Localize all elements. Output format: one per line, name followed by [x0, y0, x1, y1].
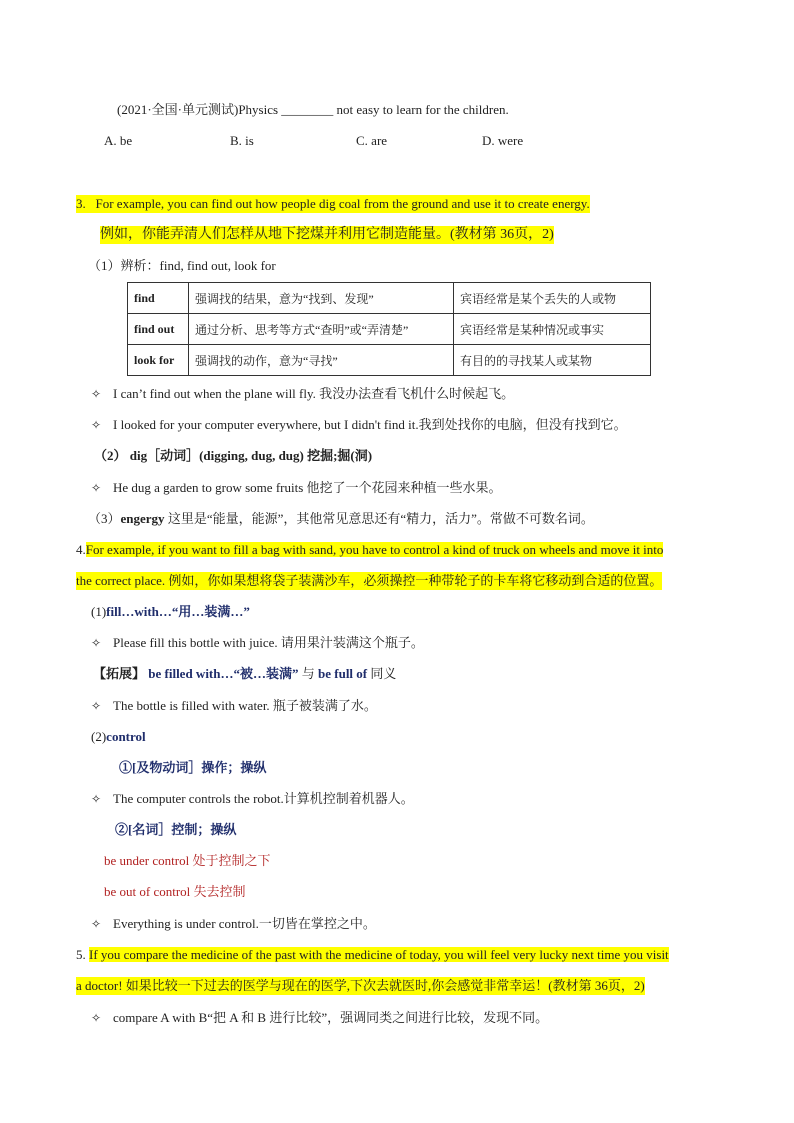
table-cell: 强调找的动作，意为“寻找” [189, 345, 454, 376]
question-stem-suffix: not easy to learn for the children. [333, 102, 509, 117]
item4-sentence-text: For example, if you want to fill a bag with sand, you have to control a kind of truck on wheels and move it into [85, 542, 664, 557]
question-stem-prefix: (2021·全国·单元测试)Physics [117, 102, 282, 117]
option-c: C. are [356, 133, 388, 148]
item4-sentence-line2: the correct place. 例如，你如果想将袋子装满沙车，必须操控一种带轮子的卡车将它移动到合适的位置。 [76, 573, 663, 588]
option-d: D. were [482, 133, 524, 148]
table-cell: find [128, 283, 189, 314]
item5-sentence-line1 [76, 946, 669, 964]
example-text: I can’t find out when the plane will fly. 我没办法查看飞机什么时候起飞。 [113, 386, 515, 401]
item3-example-2 [91, 416, 627, 434]
item4-example-3 [91, 790, 414, 808]
extension-connector: 与 [298, 666, 319, 681]
item4-example-4 [91, 915, 376, 933]
table-cell: 通过分析、思考等方式“查明”或“弄清楚” [189, 314, 454, 345]
example-text: Please fill this bottle with juice. 请用果汁装满这个瓶子。 [113, 635, 424, 650]
item4-control-heading [91, 728, 146, 746]
example-text: He dug a garden to grow some fruits 他挖了一个花园来种植一些水果。 [113, 480, 502, 495]
control-number: (2) [91, 729, 107, 744]
item4-number: 4. [76, 542, 86, 557]
item3-dig-title: （2） dig［动词］(digging, dug, dug) 挖掘;掘(洞) [94, 448, 373, 463]
item5-sentence-line2: a doctor! 如果比较一下过去的医学与现在的医学,下次去就医时,你会感觉非常幸运！(教材第 36页，2) [76, 978, 645, 993]
diamond-bullet-icon: ✧ [91, 636, 102, 650]
item5-number: 5. [76, 947, 86, 962]
table-cell: look for [128, 345, 189, 376]
control-phrase-1: be under control 处于控制之下 [104, 853, 271, 868]
item3-analysis-title: （1）辨析：find, find out, look for [88, 258, 276, 273]
item4-extension [93, 665, 396, 683]
comparison-table [127, 282, 651, 376]
extension-suffix: 同义 [367, 666, 397, 681]
diamond-bullet-icon: ✧ [91, 792, 102, 806]
item3-example-3 [91, 479, 502, 497]
energy-description: 这里是“能量，能源”，其他常见意思还有“精力，活力”。常做不可数名词。 [164, 511, 594, 526]
diamond-bullet-icon: ✧ [91, 481, 102, 495]
diamond-bullet-icon: ✧ [91, 418, 102, 432]
item4-example-2 [91, 697, 377, 715]
extension-phrase: be filled with…“被…装满” [145, 666, 299, 681]
item3-sentence [76, 195, 590, 213]
extension-label: 【拓展】 [93, 666, 146, 681]
table-cell: 强调找的结果，意为“找到、发现” [189, 283, 454, 314]
table-row [128, 345, 651, 376]
control-phrase-2: be out of control 失去控制 [104, 884, 246, 899]
energy-word: engergy [120, 511, 165, 526]
diamond-bullet-icon: ✧ [91, 1011, 102, 1025]
control-sense-1: ①[及物动词］操作；操纵 [119, 760, 267, 775]
diamond-bullet-icon: ✧ [91, 699, 102, 713]
control-title: control [106, 729, 146, 744]
fill-number: (1) [91, 604, 107, 619]
option-b: B. is [230, 133, 254, 148]
table-row [128, 283, 651, 314]
example-text: compare A with B“把 A 和 B 进行比较”，强调同类之间进行比较，发现不同。 [113, 1010, 549, 1025]
item3-number: 3. [76, 196, 86, 211]
option-a: A. be [104, 133, 133, 148]
table-cell: 有目的的寻找某人或某物 [454, 345, 651, 376]
table-cell: 宾语经常是某个丢失的人或物 [454, 283, 651, 314]
item3-sentence-text: For example, you can find out how people dig coal from the ground and use it to create energy. [95, 196, 590, 211]
energy-number: （3） [88, 511, 121, 526]
example-text: I looked for your computer everywhere, but I didn't find it.我到处找你的电脑，但没有找到它。 [113, 417, 627, 432]
table-cell: 宾语经常是某种情况或事实 [454, 314, 651, 345]
control-sense-2: ②[名词］控制；操纵 [115, 822, 237, 837]
item5-example-1 [91, 1009, 548, 1027]
item5-sentence-text: If you compare the medicine of the past with the medicine of today, you will feel very lucky next time you visit [89, 947, 669, 962]
item4-example-1 [91, 634, 424, 652]
diamond-bullet-icon: ✧ [91, 387, 102, 401]
example-text: The computer controls the robot.计算机控制着机器人。 [113, 791, 414, 806]
fill-title: fill…with…“用…装满…” [106, 604, 250, 619]
question-blank: ________ [281, 102, 334, 117]
question-stem [117, 101, 509, 119]
extension-synonym: be full of [318, 666, 368, 681]
table-cell: find out [128, 314, 189, 345]
example-text: The bottle is filled with water. 瓶子被装满了水。 [113, 698, 377, 713]
diamond-bullet-icon: ✧ [91, 917, 102, 931]
item4-fill-heading [91, 603, 250, 621]
item3-example-1 [91, 385, 514, 403]
item4-sentence-line1 [76, 541, 663, 559]
item3-translation: 例如，你能弄清人们怎样从地下挖煤并利用它制造能量。(教材第 36页，2) [100, 227, 554, 242]
example-text: Everything is under control.一切皆在掌控之中。 [113, 916, 376, 931]
item3-energy-note [88, 510, 594, 528]
table-row [128, 314, 651, 345]
